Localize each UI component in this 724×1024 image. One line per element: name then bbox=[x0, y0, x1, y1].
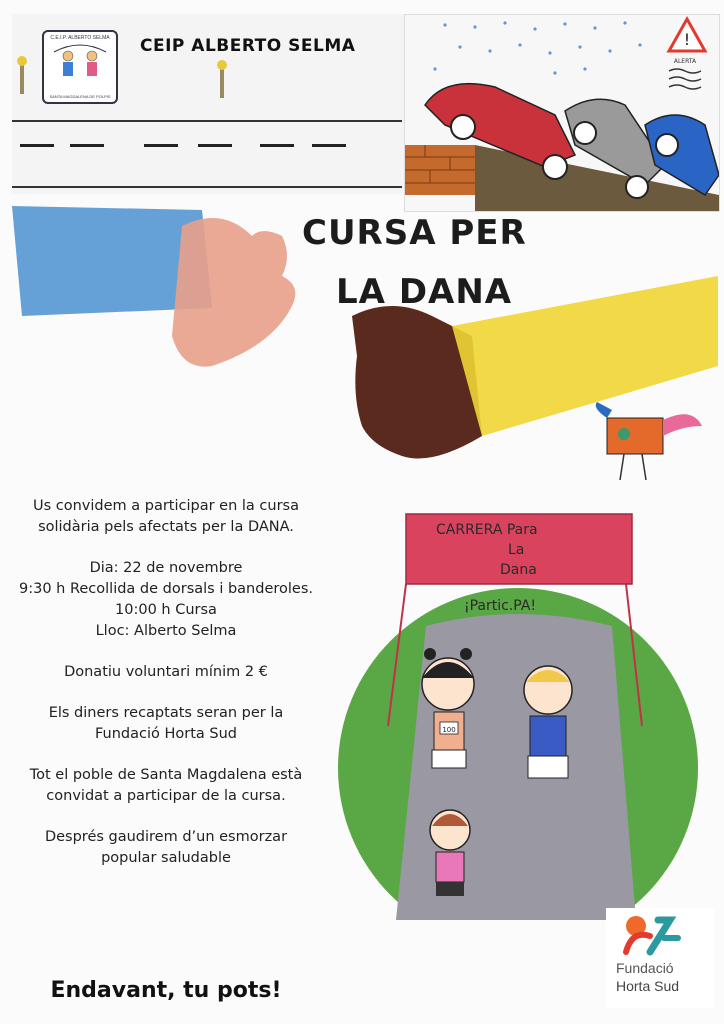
event-info bbox=[18, 496, 314, 889]
bird-drawing-icon bbox=[596, 402, 702, 480]
road-dash bbox=[144, 144, 178, 147]
runner-small-girl-icon bbox=[430, 810, 470, 896]
school-logo bbox=[42, 30, 118, 104]
date-text: Dia: 22 de novembre bbox=[89, 560, 243, 576]
fundacio-text: Fundació bbox=[616, 960, 674, 976]
bib-number: 100 bbox=[442, 726, 456, 734]
road-dash bbox=[198, 144, 232, 147]
school-name: CEIP ALBERTO SELMA bbox=[140, 36, 356, 56]
breakfast-text: Després gaudirem d’un esmorzar popular saludable bbox=[44, 829, 288, 866]
horta-sud-text: Horta Sud bbox=[616, 978, 680, 994]
banner-line1: CARRERA Para bbox=[436, 522, 538, 538]
place-text: Lloc: Alberto Selma bbox=[95, 623, 237, 639]
logo-top-text: C.E.I.P. ALBERTO SELMA bbox=[50, 35, 110, 41]
road-dash bbox=[312, 144, 346, 147]
road-edge-bottom bbox=[12, 186, 402, 188]
road-dash bbox=[20, 144, 54, 147]
money-text: Els diners recaptats seran per la Fundació Horta Sud bbox=[48, 705, 284, 742]
road-dash bbox=[260, 144, 294, 147]
fundacio-horta-sud-logo bbox=[606, 908, 714, 1008]
poster-title-line1: CURSA PER bbox=[302, 213, 527, 253]
intro-text: Us convidem a participar en la cursa solidària pels afectats per la DANA. bbox=[32, 498, 299, 535]
road-dash bbox=[70, 144, 104, 147]
flood-drawing bbox=[404, 14, 720, 212]
flood-cars-illustration bbox=[405, 15, 719, 211]
pickup-text: 9:30 h Recollida de dorsals i banderoles. bbox=[18, 581, 313, 597]
race-time-text: 10:00 h Cursa bbox=[115, 602, 217, 618]
road-edge-top bbox=[12, 120, 402, 122]
fundacio-logo-mark-icon bbox=[606, 908, 714, 960]
logo-bottom-text: SANTA MAGDALENA DE POLPIS bbox=[49, 94, 111, 99]
donation-text: Donatiu voluntari mínim 2 € bbox=[64, 664, 268, 680]
street-lamp-icon bbox=[220, 66, 224, 98]
banner-line3: Dana bbox=[500, 562, 537, 578]
banner-line2: La bbox=[508, 542, 525, 558]
cheer-text: ¡Partic.PA! bbox=[464, 598, 537, 614]
school-logo-figures-icon bbox=[44, 32, 116, 102]
poster-title-line2: LA DANA bbox=[336, 272, 513, 312]
warning-label: ALERTA bbox=[673, 58, 697, 65]
street-lamp-icon bbox=[20, 62, 24, 94]
invite-text: Tot el poble de Santa Magdalena està convidat a participar de la cursa. bbox=[29, 767, 303, 804]
runner-boy-icon bbox=[524, 666, 572, 778]
svg-text:!: ! bbox=[683, 30, 691, 49]
closing-slogan: Endavant, tu pots! bbox=[50, 978, 282, 1003]
race-illustration bbox=[336, 506, 708, 920]
